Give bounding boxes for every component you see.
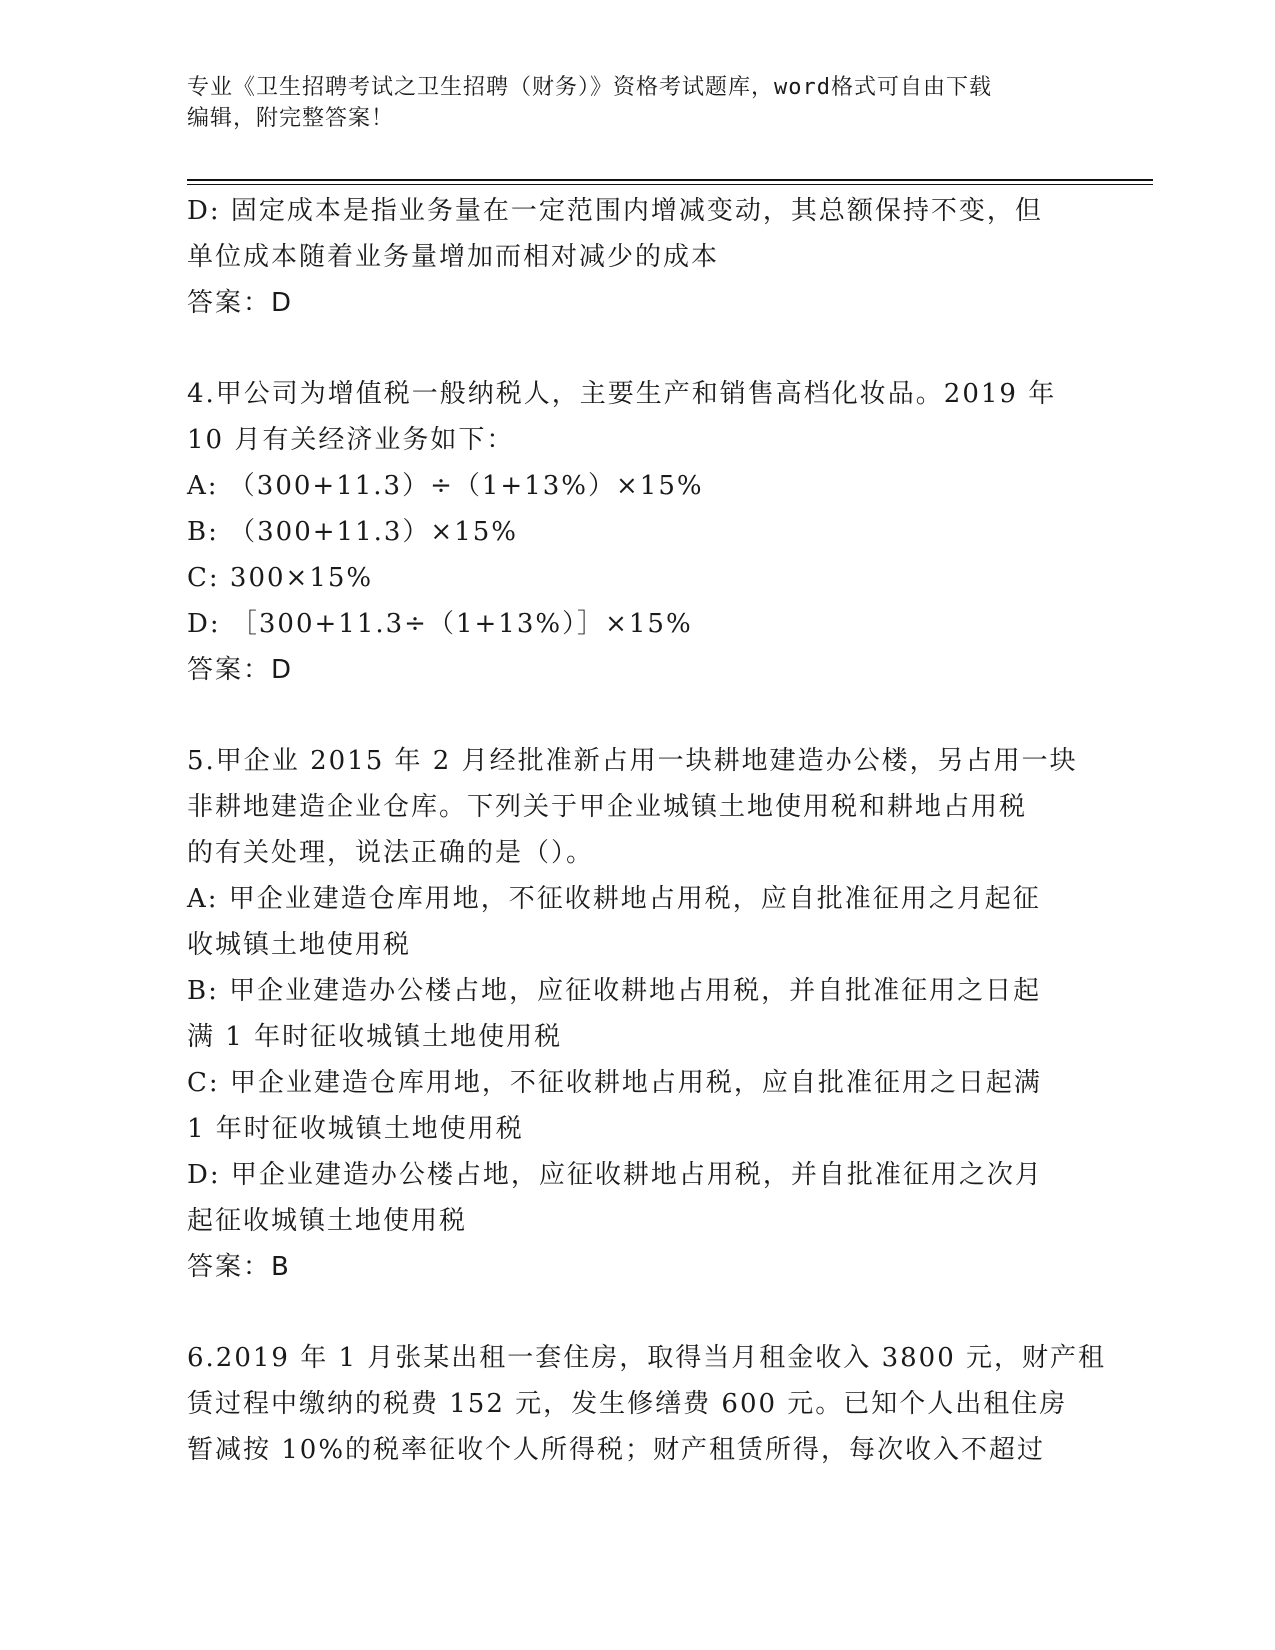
answer-line: 答案：D [187,288,294,318]
question-stem-line-1: 6.2019 年 1 月张某出租一套住房，取得当月租金收入 3800 元，财产租 [187,1343,1107,1373]
header-divider-thin [187,184,1153,185]
question-stem-line-2: 非耕地建造企业仓库。下列关于甲企业城镇土地使用税和耕地占用税 [187,792,1028,822]
option-d-line-1: D: 甲企业建造办公楼占地，应征收耕地占用税，并自批准征用之次月 [187,1160,1043,1190]
answer-line: 答案：D [187,655,294,685]
header-divider-thick [187,179,1153,181]
document-body [187,188,1107,1473]
option-a: A: （300+11.3）÷（1+13%）×15% [187,471,704,501]
option-c-line-1: C: 甲企业建造仓库用地，不征收耕地占用税，应自批准征用之日起满 [187,1068,1042,1098]
option-b: B: （300+11.3）×15% [187,517,519,547]
option-d-line-1: D: 固定成本是指业务量在一定范围内增减变动，其总额保持不变，但 [187,196,1043,226]
document-header [187,72,1087,134]
option-a-line-2: 收城镇土地使用税 [187,930,412,960]
header-line-2: 编辑，附完整答案！ [187,106,395,131]
spacer [187,693,1087,738]
spacer [187,326,1087,371]
question-stem-line-2: 10 月有关经济业务如下： [187,425,515,455]
option-a-line-1: A: 甲企业建造仓库用地，不征收耕地占用税，应自批准征用之月起征 [187,884,1041,914]
question-4 [187,371,1087,693]
spacer [187,1290,1087,1335]
question-5 [187,738,1087,1290]
header-line-1: 专业《卫生招聘考试之卫生招聘（财务）》资格考试题库，word格式可自由下载 [187,75,992,100]
option-b-line-2: 满 1 年时征收城镇土地使用税 [187,1022,563,1052]
question-stem-line-1: 5.甲企业 2015 年 2 月经批准新占用一块耕地建造办公楼，另占用一块 [187,746,1078,776]
question-stem-line-3: 的有关处理，说法正确的是（）。 [187,838,595,868]
option-c: C: 300×15% [187,563,374,593]
question-stem-line-2: 赁过程中缴纳的税费 152 元，发生修缮费 600 元。已知个人出租住房 [187,1389,1068,1419]
question-6 [187,1335,1107,1473]
option-d: D: ［300+11.3÷（1+13%）］×15% [187,609,693,639]
question-3-tail [187,188,1087,326]
option-d-line-2: 起征收城镇土地使用税 [187,1206,468,1236]
answer-line: 答案：B [187,1252,291,1282]
option-b-line-1: B: 甲企业建造办公楼占地，应征收耕地占用税，并自批准征用之日起 [187,976,1042,1006]
option-c-line-2: 1 年时征收城镇土地使用税 [187,1114,524,1144]
question-stem-line-1: 4.甲公司为增值税一般纳税人，主要生产和销售高档化妆品。2019 年 [187,379,1057,409]
option-d-line-2: 单位成本随着业务量增加而相对减少的成本 [187,242,720,272]
question-stem-line-3: 暂减按 10%的税率征收个人所得税；财产租赁所得，每次收入不超过 [187,1435,1046,1465]
